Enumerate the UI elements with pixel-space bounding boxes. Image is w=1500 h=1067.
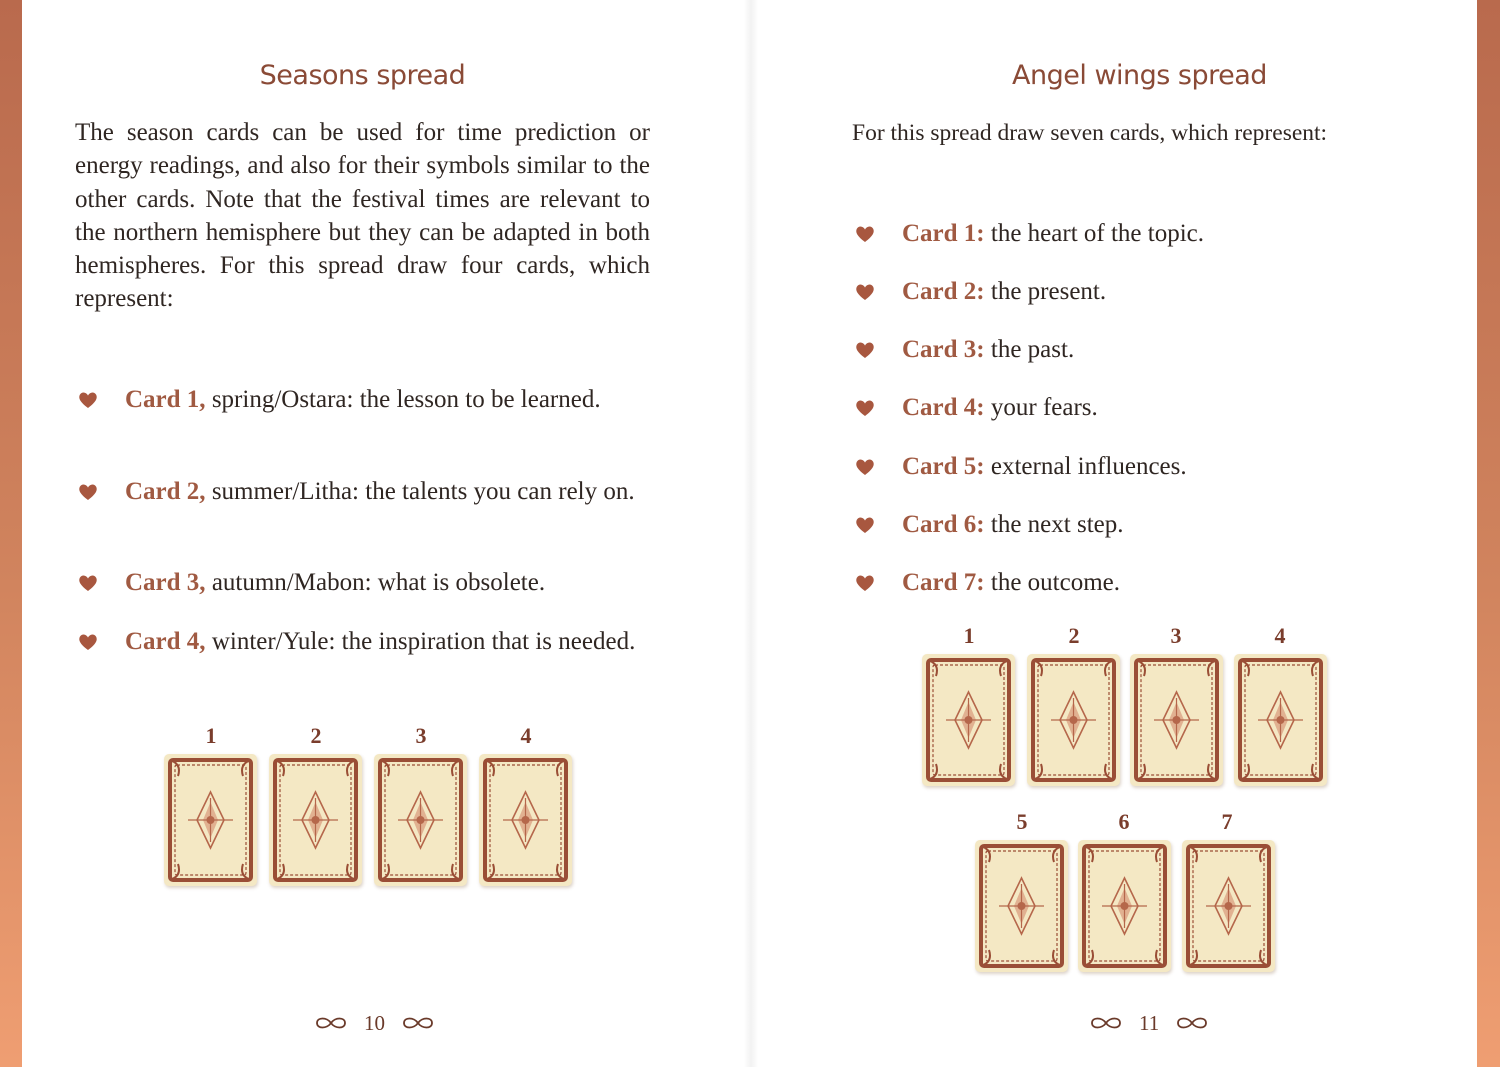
item-lead: Card 5:: [902, 453, 985, 480]
heart-icon: [78, 632, 98, 652]
list-item: [125, 566, 645, 599]
heart-icon: [855, 224, 875, 244]
heart-icon: [855, 457, 875, 477]
card-back: [479, 754, 572, 886]
card-back: [922, 654, 1015, 786]
card-number: 5: [1016, 809, 1028, 834]
infinity-icon: [401, 1014, 435, 1032]
card-number: 1: [963, 623, 975, 648]
item-lead: Card 6:: [902, 511, 985, 538]
card-back: [1182, 840, 1275, 972]
page-number: 10: [364, 1010, 385, 1035]
card-back-icon: [1027, 654, 1120, 786]
heart-icon: [855, 282, 875, 302]
right-page-intro: For this spread draw seven cards, which represent:: [852, 120, 1328, 146]
item-text: external influences.: [984, 453, 1187, 480]
heart-icon: [78, 482, 98, 502]
card-number: 3: [1170, 623, 1182, 648]
list-item: [902, 508, 1422, 541]
list-item: [125, 475, 645, 508]
card-back-icon: [164, 754, 257, 886]
card-back-icon: [922, 654, 1015, 786]
card-back-icon: [269, 754, 362, 886]
item-text: the next step.: [984, 511, 1124, 538]
list-item: [902, 275, 1422, 308]
card-number: 3: [415, 723, 427, 748]
infinity-icon: [314, 1014, 348, 1032]
right-folio: [1073, 1008, 1225, 1038]
item-lead: Card 4:: [902, 394, 985, 421]
card-back-icon: [1078, 840, 1171, 972]
item-lead: Card 1:: [902, 220, 985, 247]
heart-icon: [78, 573, 98, 593]
card-back: [1234, 654, 1327, 786]
card-back-icon: [1182, 840, 1275, 972]
card-back: [269, 754, 362, 886]
list-item: [902, 391, 1422, 424]
list-item: [902, 217, 1422, 250]
item-lead: Card 3:: [902, 336, 985, 363]
book-gutter: [744, 0, 758, 1067]
card-back-icon: [479, 754, 572, 886]
card-number: 4: [1274, 623, 1286, 648]
heart-icon: [78, 390, 98, 410]
list-item: [902, 566, 1422, 599]
card-back: [1078, 840, 1171, 972]
heart-icon: [855, 573, 875, 593]
list-item: [125, 625, 645, 658]
item-text: summer/Litha: the talents you can rely on.: [205, 478, 635, 505]
heart-icon: [855, 398, 875, 418]
infinity-icon: [1175, 1014, 1209, 1032]
item-text: your fears.: [984, 394, 1098, 421]
item-lead: Card 2,: [125, 478, 206, 505]
card-back-icon: [1130, 654, 1223, 786]
left-folio: [298, 1008, 451, 1038]
item-text: spring/Ostara: the lesson to be learned.: [205, 386, 601, 413]
item-lead: Card 1,: [125, 386, 206, 413]
card-number: 1: [205, 723, 217, 748]
item-text: winter/Yule: the inspiration that is needed.: [205, 628, 636, 655]
item-lead: Card 2:: [902, 278, 985, 305]
card-back: [374, 754, 467, 886]
card-number: 2: [310, 723, 322, 748]
card-back-icon: [374, 754, 467, 886]
list-item: [902, 450, 1422, 483]
item-text: the past.: [984, 336, 1075, 363]
infinity-icon: [1089, 1014, 1123, 1032]
card-number: 4: [520, 723, 532, 748]
item-lead: Card 3,: [125, 569, 206, 596]
card-number: 7: [1221, 809, 1233, 834]
card-back: [1130, 654, 1223, 786]
list-item: [902, 333, 1422, 366]
left-page-intro: The season cards can be used for time prediction or energy readings, and also for their symbols similar to the other cards. Note that the festival times are relevant to the northern hemisphere but they can be adapted in both hemispheres. For this spread draw four cards, which represent:: [75, 119, 650, 313]
card-back: [975, 840, 1068, 972]
item-lead: Card 7:: [902, 569, 985, 596]
card-back: [164, 754, 257, 886]
page-number: 11: [1139, 1010, 1160, 1035]
card-back-icon: [1234, 654, 1327, 786]
heart-icon: [855, 340, 875, 360]
left-page-title: Seasons spread: [259, 60, 466, 91]
list-item: [125, 383, 645, 416]
heart-icon: [855, 515, 875, 535]
card-back: [1027, 654, 1120, 786]
card-number: 6: [1118, 809, 1130, 834]
card-number: 2: [1068, 623, 1080, 648]
right-page-title: Angel wings spread: [1012, 60, 1267, 91]
item-lead: Card 4,: [125, 628, 206, 655]
item-text: autumn/Mabon: what is obsolete.: [205, 569, 546, 596]
item-text: the present.: [984, 278, 1107, 305]
item-text: the outcome.: [984, 569, 1121, 596]
card-back-icon: [975, 840, 1068, 972]
item-text: the heart of the topic.: [984, 220, 1205, 247]
